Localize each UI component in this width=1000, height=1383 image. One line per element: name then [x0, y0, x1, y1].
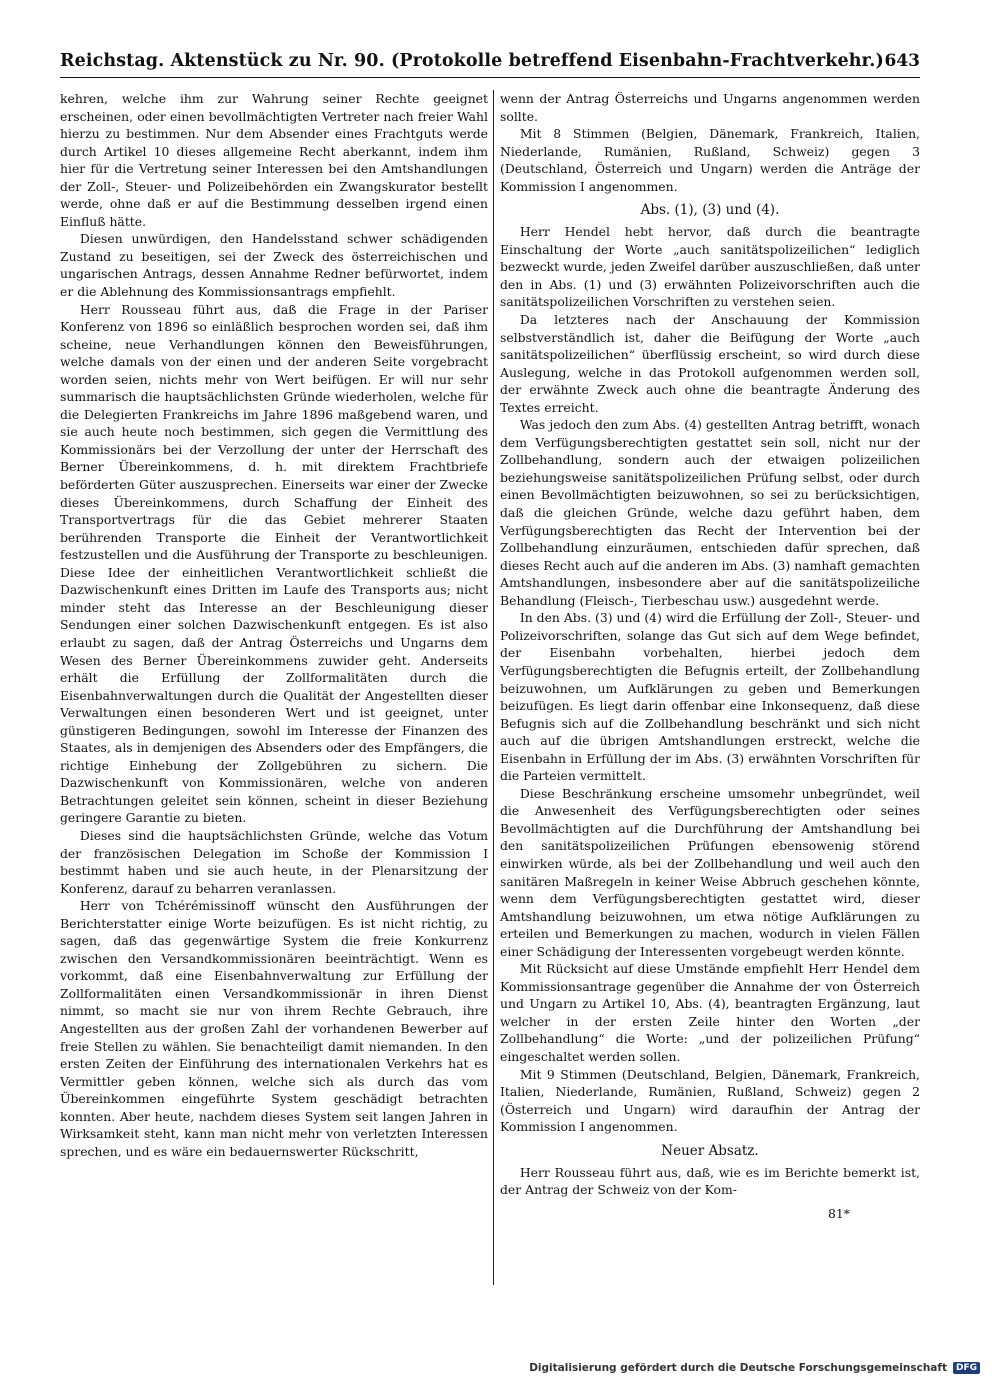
column-divider: [493, 90, 494, 1285]
credit-text: Digitalisierung gefördert durch die Deutsche Forschungsgemeinschaft: [529, 1362, 947, 1374]
signature-mark: 81*: [828, 1205, 850, 1221]
paragraph: Herr Rousseau führt aus, daß, wie es im Berichte bemerkt ist, der Antrag der Schweiz von der Kom-: [500, 1164, 920, 1198]
paragraph: Dieses sind die hauptsächlichsten Gründe, welche das Votum der französischen Delegation im Schoße der Kommission I bestimmt haben und sie auch heute, in der Plenarsitzung der Konferenz, darauf zu beharren veranlassen.: [60, 827, 488, 896]
paragraph: Was jedoch den zum Abs. (4) gestellten Antrag betrifft, wonach dem Verfügungsberechtigten gestattet sein soll, nicht nur der Zollbehandlung, sondern auch der etwaigen polizeilichen beziehungsweise sanitätspolizeilichen Prüfung selbst, oder durch einen Bevollmächtigten beizuwohnen, so sei zu berücksichtigen, daß die gleichen Gründe, welche dazu geführt haben, dem Verfügungsberechtigten das Recht der Intervention bei der Zollbehandlung einzuräumen, entschieden dafür sprechen, daß dieses Recht auch auf die anderen im Abs. (3) namhaft gemachten Amtshandlungen, insbesondere aber auf die sanitätspolizeiliche Behandlung (Fleisch-, Tierbeschau usw.) ausgedehnt werde.: [500, 417, 920, 608]
header-title: Reichstag. Aktenstück zu Nr. 90. (Protokolle betreffend Eisenbahn-Frachtverkehr.): [60, 51, 884, 71]
paragraph: Diesen unwürdigen, den Handelsstand schwer schädigenden Zustand zu beseitigen, sei der Zweck des österreichischen und ungarischen Antrags, dessen Annahme Redner befürwortet, indem er die Ablehnung des Kommissionsantrags empfiehlt.: [60, 231, 488, 300]
digitization-credit: [529, 1360, 980, 1376]
left-column: [60, 90, 488, 1300]
section-heading: Neuer Absatz.: [661, 1142, 759, 1159]
right-column: [500, 90, 920, 1300]
paragraph: Mit 8 Stimmen (Belgien, Dänemark, Frankreich, Italien, Niederlande, Rumänien, Rußland, Schweiz) gegen 3 (Deutschland, Österreich und Ungarn) werden die Anträge der Kommission I angenommen.: [500, 126, 920, 194]
paragraph: kehren, welche ihm zur Wahrung seiner Rechte geeignet erscheinen, oder einen bevollmächtigten Vertreter nach freier Wahl hierzu zu bestimmen. Nur dem Absender eines Frachtguts werde durch Artikel 10 dieses allgemeine Recht aberkannt, indem ihm hier für die Vertretung seiner Interessen bei den Amtshandlungen der Zoll-, Steuer- und Polizeibehörden ein Zwangskurator bestellt werde, ohne daß er auf die Bestimmung desselben irgend einen Einfluß hätte.: [60, 91, 488, 229]
paragraph: wenn der Antrag Österreichs und Ungarns angenommen werden sollte.: [500, 91, 920, 124]
paragraph: Mit 9 Stimmen (Deutschland, Belgien, Dänemark, Frankreich, Italien, Niederlande, Rumänien, Rußland, Schweiz) gegen 2 (Österreich und Ungarn) wird daraufhin der Antrag der Kommission I angenommen.: [500, 1066, 920, 1135]
paragraph: Diese Beschränkung erscheine umsomehr unbegründet, weil die Anwesenheit des Verfügungsberechtigten oder seines Bevollmächtigten auf die Durchführung der Amtshandlung bei den sanitätspolizeilichen Prüfungen ebensowenig störend einwirken würde, als bei der Zollbehandlung und weil auch den sanitären Maßregeln in keiner Weise Abbruch geschehen könnte, wenn dem Verfügungsberechtigten gestattet wird, dieser Amtshandlung beizuwohnen, um etwa nötige Aufklärungen zu erteilen und Bemerkungen zu machen, wodurch in vielen Fällen einer Schädigung der Interessenten vorgebeugt werden könnte.: [500, 785, 920, 959]
paragraph: Mit Rücksicht auf diese Umstände empfiehlt Herr Hendel dem Kommissionsantrage gegenüber die Annahme der von Österreich und Ungarn zu Artikel 10, Abs. (4), beantragten Ergänzung, laut welcher in der ersten Zeile hinter den Worten „der Zollbehandlung“ die Worte: „und der polizeilichen Prüfung“ eingeschaltet werden sollen.: [500, 961, 920, 1064]
paragraph: In den Abs. (3) und (4) wird die Erfüllung der Zoll-, Steuer- und Polizeivorschriften, solange das Gut sich auf dem Wege befindet, der Eisenbahn vorbehalten, hierbei jedoch dem Verfügungsberechtigten die Befugnis erteilt, der Zollbehandlung beizuwohnen, um Aufklärungen zu geben und Bemerkungen beizufügen. Es liegt darin offenbar eine Inkonsequenz, daß diese Befugnis sich auf die Zollbehandlung beschränkt und sich nicht auch auf die übrigen Amtshandlungen erstreckt, welche die Eisenbahn in Erfüllung der im Abs. (3) erwähnten Vorschriften für die Parteien vermittelt.: [500, 610, 920, 784]
section-heading: Abs. (1), (3) und (4).: [640, 202, 780, 219]
page-number: 643: [884, 51, 920, 71]
paragraph: Herr Rousseau führt aus, daß die Frage in der Pariser Konferenz von 1896 so einläßlich besprochen worden sei, daß ihm scheine, neue Verhandlungen können den Beweisführungen, welche damals von der einen und der anderen Seite vorgebracht worden seien, nichts mehr von Wert beifügen. Er will nur sehr summarisch die hauptsächlichsten Gründe wiederholen, welche für die Delegierten Frankreichs im Jahre 1896 maßgebend waren, und sie auch heute noch bestimmen, sich gegen die Vermittlung des Kommissionärs bei der Verzollung der unter der Herrschaft des Berner Übereinkommens, d. h. mit direktem Frachtbriefe beförderten Güter auszusprechen. Einerseits war einer der Zwecke dieses Übereinkommens, durch Schaffung der Einheit des Transportvertrags für die das Gebiet mehrerer Staaten berührenden Transporte die Einheit der Verantwortlichkeit festzustellen und die Ausführung der Transporte zu beschleunigen. Diese Idee der einheitlichen Verantwortlichkeit schließt die Dazwischenkunft eines Dritten im Laufe des Transports aus; nicht minder steht das Interesse an der Beschleunigung dieser Sendungen einer solchen Dazwischenkunft entgegen. Es ist also erlaubt zu sagen, daß der Antrag Österreichs und Ungarns dem Wesen des Berner Übereinkommens zuwider geht. Anderseits erhält die Erfüllung der Zollformalitäten durch die Eisenbahnverwaltungen durch die Qualität der Angestellten dieser Verwaltungen einen besonderen Wert und ist geeignet, unter günstigeren Bedingungen, sowohl im Interesse der Finanzen des Staates, als in demjenigen des Absenders oder des Empfängers, die richtige Einhebung der Zollgebühren zu sichern. Die Dazwischenkunft von Kommissionären, welche von anderen Betrachtungen geleitet sein können, scheint in dieser Beziehung geringere Garantie zu bieten.: [60, 301, 488, 826]
paragraph: Herr Hendel hebt hervor, daß durch die beantragte Einschaltung der Worte „auch sanitätspolizeilichen“ lediglich bezweckt wurde, jeden Zweifel darüber auszuschließen, daß unter den in Abs. (1) und (3) erwähnten Polizeivorschriften auch die sanitätspolizeilichen Vorschriften zu verstehen seien.: [500, 224, 920, 310]
paragraph: Da letzteres nach der Anschauung der Kommission selbstverständlich ist, daher die Beifügung der Worte „auch sanitätspolizeilichen“ überflüssig erscheint, so wird durch diese Auslegung, welche in das Protokoll aufgenommen werden soll, der erwähnte Zweck auch ohne die beantragte Änderung des Textes erreicht.: [500, 312, 920, 415]
dfg-logo-icon: DFG: [953, 1362, 980, 1374]
paragraph: Herr von Tchérémissinoff wünscht den Ausführungen der Berichterstatter einige Worte beizufügen. Es ist nicht richtig, zu sagen, daß das gegenwärtige System die freie Konkurrenz zwischen den Versandkommissionären beeinträchtigt. Wenn es vorkommt, daß eine Eisenbahnverwaltung zur Erfüllung der Zollformalitäten einen Versandkommissionär in ihren Dienst nimmt, so macht sie nur von ihrem Rechte Gebrauch, ihre Angestellten aus der großen Zahl der vorhandenen Bewerber auf freie Stellen zu wählen. Sie benachteiligt damit niemanden. In den ersten Zeiten der Einführung des internationalen Verkehrs hat es Vermittler geben können, welche sich als durch das vom Übereinkommen eingeführte System geschädigt betrachten konnten. Aber heute, nachdem dieses System seit langen Jahren in Wirksamkeit steht, kann man nicht mehr von verletzten Interessen sprechen, und es wäre ein bedauernswerter Rückschritt,: [60, 898, 488, 1159]
running-header: [60, 38, 920, 78]
